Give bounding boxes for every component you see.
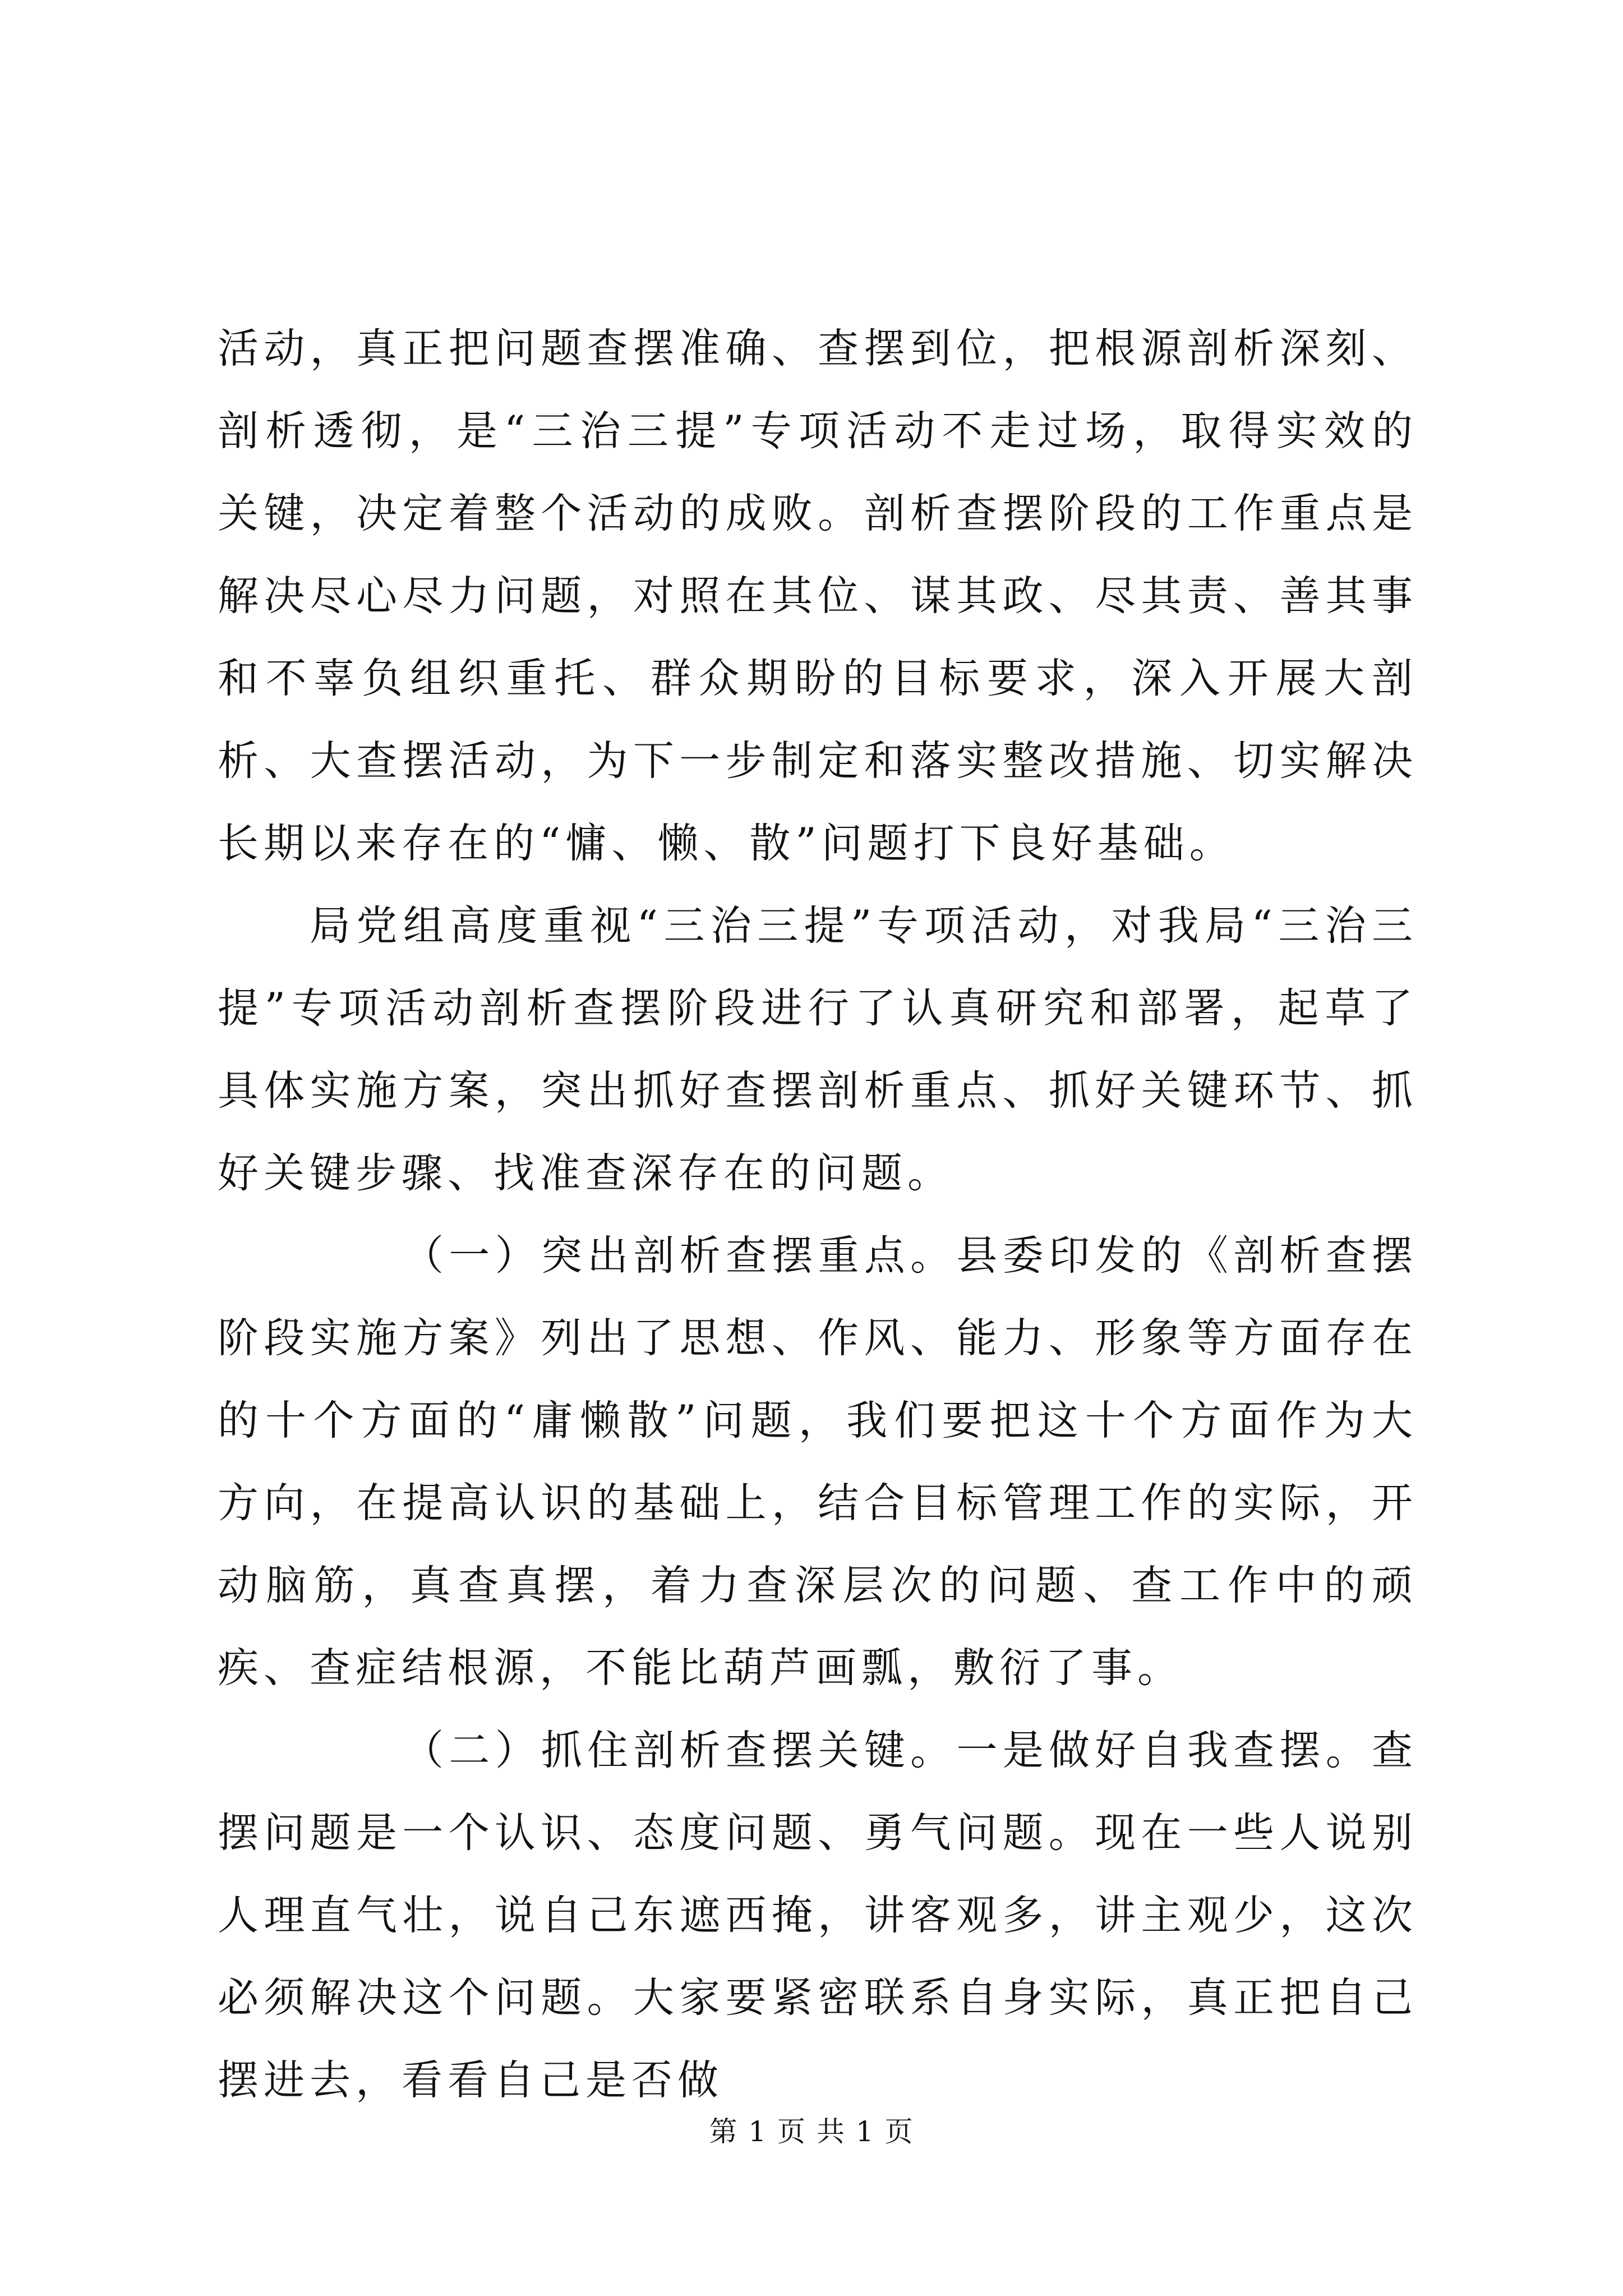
- paragraph-4: （二）抓住剖析查摆关键。一是做好自我查摆。查摆问题是一个认识、态度问题、勇气问题。现在一些人说别人理直气壮，说自己东遮西掩，讲客观多，讲主观少，这次必须解决这个问题。大家要紧密联系自身实际，真正把自己摆进去，看看自己是否做: [218, 1727, 1418, 2104]
- paragraph-1: 活动，真正把问题查摆准确、查摆到位，把根源剖析深刻、剖析透彻，是“三治三提”专项活动不走过场，取得实效的关键，决定着整个活动的成败。剖析查摆阶段的工作重点是解决尽心尽力问题，对照在其位、谋其政、尽其责、善其事和不辜负组织重托、群众期盼的目标要求，深入开展大剖析、大查摆活动，为下一步制定和落实整改措施、切实解决长期以来存在的“慵、懒、散”问题打下良好基础。: [218, 325, 1418, 867]
- paragraph-2: 局党组高度重视“三治三提”专项活动，对我局“三治三提”专项活动剖析查摆阶段进行了认真研究和部署，起草了具体实施方案，突出抓好查摆剖析重点、抓好关键环节、抓好关键步骤、找准查深存在的问题。: [218, 902, 1418, 1197]
- document-body: [218, 307, 1418, 2122]
- page-footer: 第 1 页 共 1 页: [709, 2115, 914, 2148]
- paragraph-3: （一）突出剖析查摆重点。县委印发的《剖析查摆阶段实施方案》列出了思想、作风、能力、形象等方面存在的十个方面的“庸懒散”问题，我们要把这十个方面作为大方向，在提高认识的基础上，结合目标管理工作的实际，开动脑筋，真查真摆，着力查深层次的问题、查工作中的顽疾、查症结根源，不能比葫芦画瓢，敷衍了事。: [218, 1232, 1418, 1692]
